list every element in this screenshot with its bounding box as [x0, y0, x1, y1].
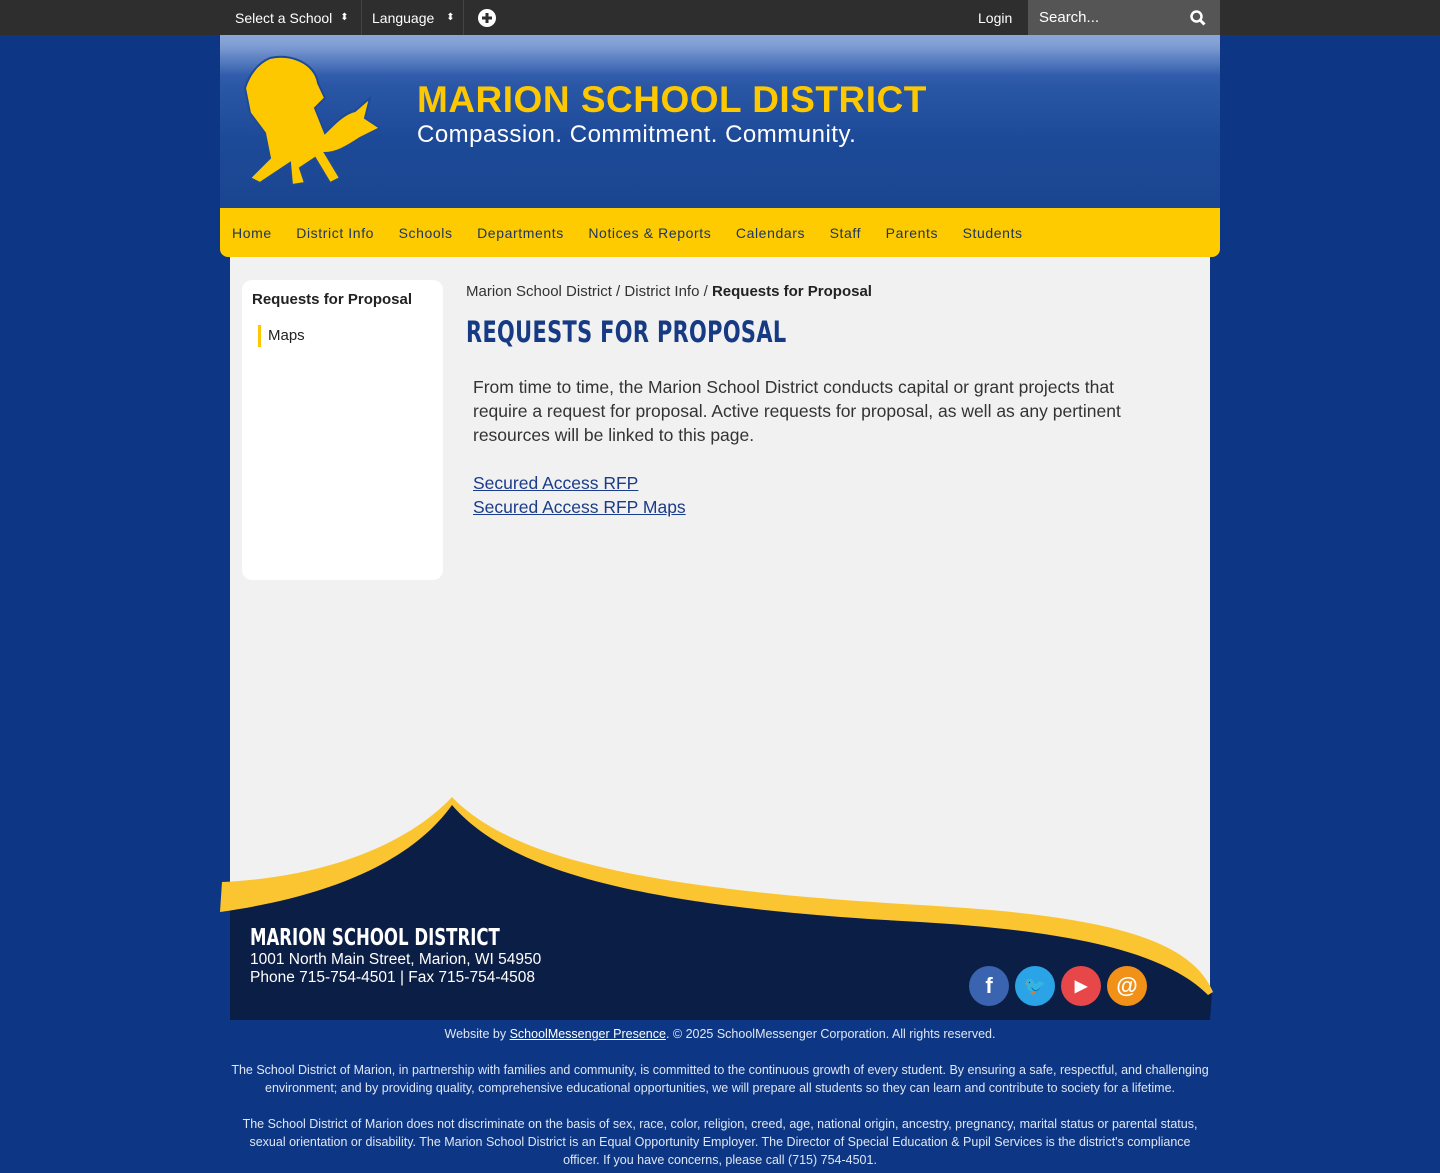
breadcrumb-sep: /: [699, 283, 712, 300]
login-link[interactable]: Login: [978, 9, 1013, 26]
rfp-maps-link[interactable]: Secured Access RFP Maps: [473, 497, 686, 517]
breadcrumb: [466, 283, 872, 300]
footer-district-name: MARION SCHOOL DISTRICT: [250, 925, 500, 951]
divider: [361, 0, 362, 35]
nav-parents[interactable]: Parents: [885, 224, 939, 241]
main-nav: [220, 208, 1220, 257]
sort-icon: ⬍: [340, 12, 349, 23]
page-body: [473, 375, 1173, 519]
mission-statement: The School District of Marion, in partnership with families and community, is committed to the continuous growth of every student. By ensuring a safe, respectful, and challenging environment; and by providing quality, comprehensive educational opportunities, we will prepare all students so they can learn and contribute to society for a lifetime.: [231, 1063, 1209, 1095]
nav-district-info[interactable]: District Info: [296, 224, 375, 241]
footer-contact: [250, 925, 597, 987]
rfp-link[interactable]: Secured Access RFP: [473, 473, 639, 493]
credit-suffix: . © 2025 SchoolMessenger Corporation. All rights reserved.: [665, 1027, 996, 1041]
nav-staff[interactable]: Staff: [829, 224, 862, 241]
sidebar-title[interactable]: Requests for Proposal: [252, 291, 413, 308]
page-title: REQUESTS FOR PROPOSAL: [466, 315, 787, 349]
select-school-dropdown[interactable]: [235, 0, 349, 35]
credit-prefix: Website by: [444, 1027, 510, 1041]
youtube-icon[interactable]: ▶: [1061, 966, 1101, 1006]
email-icon[interactable]: @: [1107, 966, 1147, 1006]
district-title: MARION SCHOOL DISTRICT: [417, 79, 927, 120]
search-input[interactable]: [1028, 0, 1220, 35]
nav-calendars[interactable]: Calendars: [735, 224, 806, 241]
top-bar: [0, 0, 1440, 35]
twitter-icon[interactable]: 🐦: [1015, 966, 1055, 1006]
schoolmessenger-link[interactable]: SchoolMessenger Presence: [509, 1027, 666, 1041]
breadcrumb-sep: /: [611, 283, 625, 300]
nav-notices-reports[interactable]: Notices & Reports: [588, 224, 712, 241]
sidebar: [242, 280, 443, 580]
breadcrumb-district-info[interactable]: District Info: [624, 283, 700, 300]
site-header: [220, 35, 1220, 208]
footer-phone: Phone 715-754-4501 | Fax 715-754-4508: [250, 969, 535, 986]
facebook-icon[interactable]: f: [969, 966, 1009, 1006]
search-placeholder: Search...: [1039, 9, 1100, 26]
select-school-label: Select a School: [235, 9, 333, 26]
nav-schools[interactable]: Schools: [398, 224, 453, 241]
mustang-logo[interactable]: [230, 53, 380, 188]
intro-text: From time to time, the Marion School District conducts capital or grant projects that require a request for proposal. Active requests for proposal, as well as any pertinent resources will be linked to this page.: [473, 377, 1121, 445]
breadcrumb-current: Requests for Proposal: [711, 283, 872, 300]
sidebar-item-maps[interactable]: Maps: [258, 325, 305, 347]
breadcrumb-home[interactable]: Marion School District: [466, 283, 612, 300]
plus-circle-icon[interactable]: [478, 0, 496, 35]
nav-departments[interactable]: Departments: [477, 224, 564, 241]
nondiscrimination-statement: The School District of Marion does not discriminate on the basis of sex, race, color, religion, creed, age, national origin, ancestry, pregnancy, marital status or parental status, sexual orientation or disability. The Marion School District is an Equal Opportunity Employer. The Director of Special Education & Pupil Services is the district's compliance officer. If you have concerns, please call (715) 754-4501.: [242, 1117, 1198, 1167]
language-label: Language: [372, 9, 435, 26]
search-icon[interactable]: [1190, 10, 1206, 26]
nav-students[interactable]: Students: [962, 224, 1023, 241]
footer-credit: [230, 1025, 1210, 1043]
district-tagline: Compassion. Commitment. Community.: [417, 121, 857, 148]
sort-icon: ⬍: [446, 12, 455, 23]
nav-home[interactable]: Home: [232, 224, 272, 241]
divider: [463, 0, 464, 35]
language-dropdown[interactable]: [372, 0, 455, 35]
footer-address: 1001 North Main Street, Marion, WI 54950: [250, 951, 542, 968]
